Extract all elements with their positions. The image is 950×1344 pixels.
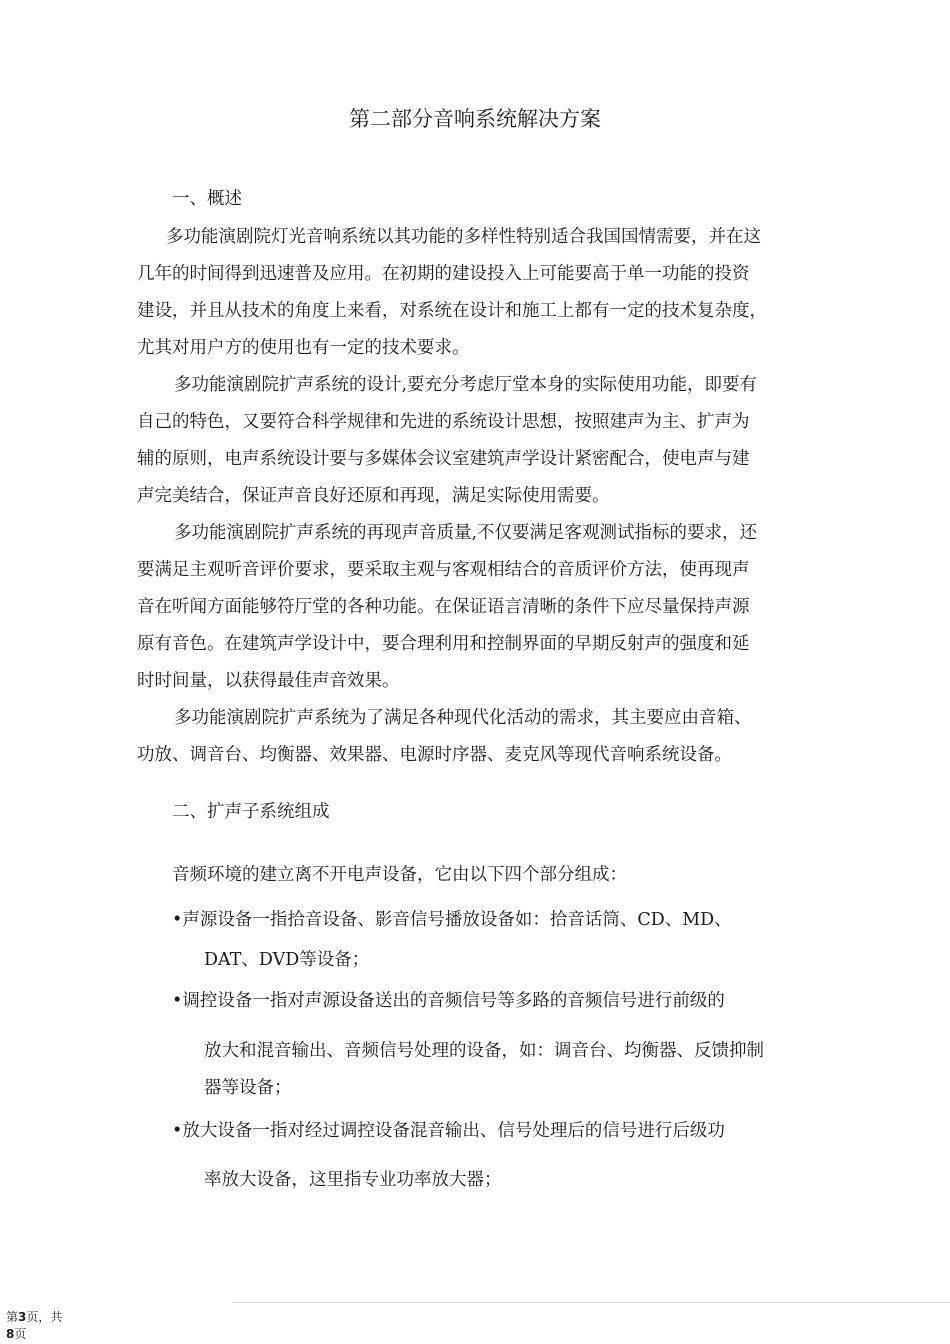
paragraph-line: 多功能演剧院灯光音响系统以其功能的多样性特别适合我国国情需要，并在这 xyxy=(166,227,761,247)
paragraph-line: 功放、调音台、均衡器、效果器、电源时序器、麦克风等现代音响系统设备。 xyxy=(137,745,732,765)
page-suffix: 页 xyxy=(14,1327,27,1341)
list-item: •调控设备一指对声源设备送出的音频信号等多路的音频信号进行前级的 xyxy=(172,991,725,1011)
paragraph-line: 辅的原则，电声系统设计要与多媒体会议室建筑声学设计紧密配合，使电声与建 xyxy=(137,449,750,469)
list-item-continuation: 率放大设备，这里指专业功率放大器； xyxy=(204,1170,502,1190)
footer-divider xyxy=(232,1302,950,1303)
section-heading-subsystem: 二、扩声子系统组成 xyxy=(172,802,330,822)
list-item-continuation: 放大和混音输出、音频信号处理的设备，如：调音台、均衡器、反馈抑制 xyxy=(204,1041,764,1061)
paragraph-line: 多功能演剧院扩声系统的设计,要充分考虑厅堂本身的实际使用功能，即要有 xyxy=(174,375,758,395)
total-pages: 8 xyxy=(6,1327,15,1341)
page-number xyxy=(6,1309,62,1343)
document-title: 第二部分音响系统解决方案 xyxy=(349,107,601,131)
paragraph-line: 音在听闻方面能够符厅堂的各种功能。在保证语言清晰的条件下应尽量保持声源 xyxy=(137,597,750,617)
paragraph-line: 要满足主观听音评价要求，要采取主观与客观相结合的音质评价方法，使再现声 xyxy=(137,560,750,580)
paragraph-line: 尤其对用户方的使用也有一定的技术要求。 xyxy=(137,338,470,358)
paragraph-line: 多功能演剧院扩声系统的再现声音质量,不仅要满足客观测试指标的要求，还 xyxy=(174,523,758,543)
list-item-continuation: 器等设备； xyxy=(204,1078,292,1098)
paragraph-line: 原有音色。在建筑声学设计中，要合理利用和控制界面的早期反射声的强度和延 xyxy=(137,634,750,654)
list-item: •声源设备一指拾音设备、影音信号播放设备如：拾音话筒、CD、MD、 xyxy=(172,910,732,930)
current-page: 3 xyxy=(18,1310,27,1324)
paragraph-line: 多功能演剧院扩声系统为了满足各种现代化活动的需求，其主要应由音箱、 xyxy=(174,708,752,728)
paragraph-line: 时时间量，以获得最佳声音效果。 xyxy=(137,671,400,691)
list-item-continuation: DAT、DVD等设备； xyxy=(204,950,370,970)
page-middle: 页，共 xyxy=(26,1310,63,1324)
paragraph-line: 自己的特色，又要符合科学规律和先进的系统设计思想，按照建声为主、扩声为 xyxy=(137,412,750,432)
list-item: •放大设备一指对经过调控设备混音输出、信号处理后的信号进行后级功 xyxy=(172,1121,725,1141)
paragraph-line: 几年的时间得到迅速普及应用。在初期的建设投入上可能要高于单一功能的投资 xyxy=(137,264,750,284)
page-prefix: 第 xyxy=(6,1310,19,1324)
paragraph-line: 建设，并且从技术的角度上来看，对系统在设计和施工上都有一定的技术复杂度， xyxy=(137,301,767,321)
section-heading-overview: 一、概述 xyxy=(172,189,242,209)
section-intro: 音频环境的建立离不开电声设备，它由以下四个部分组成： xyxy=(172,865,627,885)
paragraph-line: 声完美结合，保证声音良好还原和再现，满足实际使用需要。 xyxy=(137,486,610,506)
